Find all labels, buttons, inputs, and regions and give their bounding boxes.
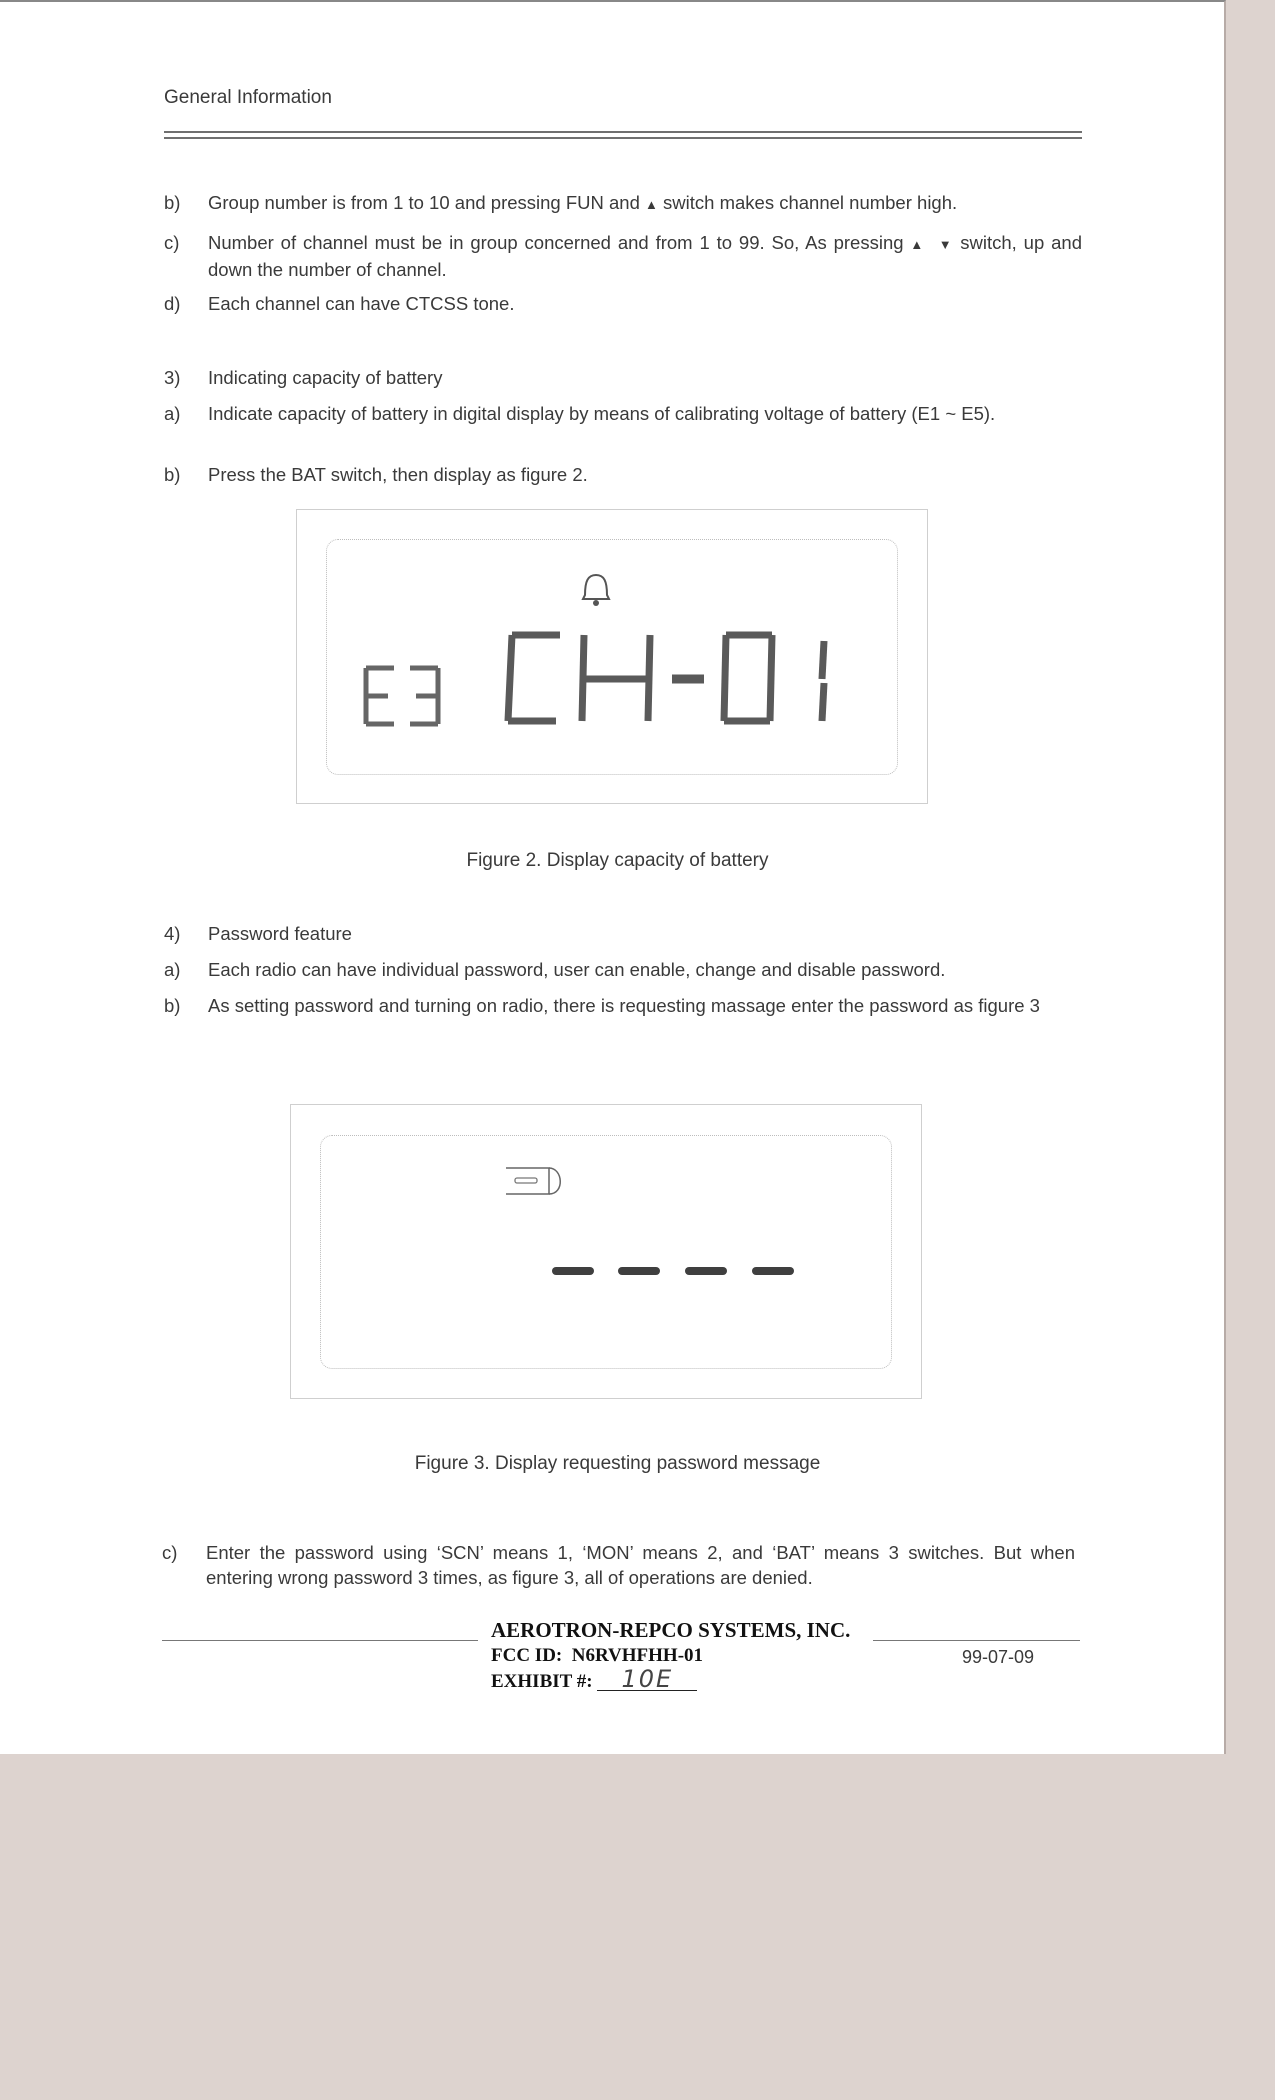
header-rule-bottom: [164, 137, 1082, 139]
list-marker: b): [164, 995, 181, 1016]
bell-icon: [573, 569, 619, 609]
figure-3-caption: Figure 3. Display requesting password message: [414, 1453, 821, 1474]
list-text: switch makes channel number high.: [657, 192, 958, 213]
document-date: 99-07-09: [962, 1647, 1035, 1667]
list-marker: c): [164, 232, 180, 253]
heading-text: Indicating capacity of battery: [208, 367, 443, 388]
list-text: Enter the password using ‘SCN’ means 1, ‘MON’ means 2, and ‘BAT’ means 3 switches. But when entering wrong password 3 times, as figure 3, all of operations are denied.: [206, 1542, 1075, 1588]
exhibit-value: 10E: [597, 1668, 697, 1691]
fcc-id-label: FCC ID:: [491, 1645, 563, 1666]
list-text: Each channel can have CTCSS tone.: [208, 293, 515, 314]
list-text: switch, up and down the number of channel.: [208, 232, 1083, 280]
list-marker: a): [164, 403, 181, 424]
list-text: As setting password and turning on radio, there is requesting massage enter the password as figure 3: [208, 995, 1040, 1016]
list-item-channel-number: [164, 230, 1082, 282]
fcc-id-value: N6RVHFHH-01: [571, 1645, 704, 1666]
list-item-password-entry: [162, 1540, 1075, 1590]
figure-2-caption: Figure 2. Display capacity of battery: [466, 850, 769, 871]
list-item-group-number: [164, 190, 1082, 217]
header-rule-top: [164, 131, 1082, 133]
key-icon: [503, 1164, 569, 1198]
list-marker: 4): [164, 923, 181, 944]
list-text: Press the BAT switch, then display as figure 2.: [208, 464, 588, 485]
list-marker: b): [164, 192, 181, 213]
footer-line-left: [162, 1640, 478, 1641]
list-marker: 3): [164, 367, 181, 388]
heading-text: Password feature: [208, 923, 352, 944]
lcd-display-password: [320, 1135, 892, 1369]
section-heading-password: [164, 921, 1082, 946]
section-header: General Information: [164, 87, 332, 108]
section-heading-battery: [164, 365, 1082, 390]
list-marker: a): [164, 959, 181, 980]
list-item-password-request: [164, 993, 1082, 1018]
list-item-individual-password: [164, 957, 1082, 982]
list-text: Each radio can have individual password, user can enable, change and disable password.: [208, 959, 946, 980]
list-text: Number of channel must be in group concerned and from 1 to 99. So, As pressing: [208, 232, 911, 253]
list-marker: d): [164, 293, 181, 314]
up-arrow-icon: ▲: [910, 237, 926, 252]
list-text: Group number is from 1 to 10 and pressing FUN and: [208, 192, 646, 213]
exhibit-line: [491, 1665, 850, 1694]
down-arrow-icon: ▼: [938, 237, 954, 252]
exhibit-label: EXHIBIT #:: [491, 1671, 593, 1692]
footer-line-right: [873, 1640, 1080, 1641]
up-arrow-icon: ▲: [645, 197, 658, 212]
list-item-battery-indicate: [164, 401, 1082, 426]
company-name: AEROTRON-REPCO SYSTEMS, INC.: [491, 1618, 851, 1642]
list-text: Indicate capacity of battery in digital display by means of calibrating voltage of battery (E1 ~ E5).: [208, 403, 996, 424]
company-block: [491, 1618, 850, 1694]
list-marker: b): [164, 464, 181, 485]
list-item-bat-switch: [164, 462, 1082, 487]
list-item-ctcss: [164, 291, 1082, 316]
list-marker: c): [162, 1542, 178, 1563]
